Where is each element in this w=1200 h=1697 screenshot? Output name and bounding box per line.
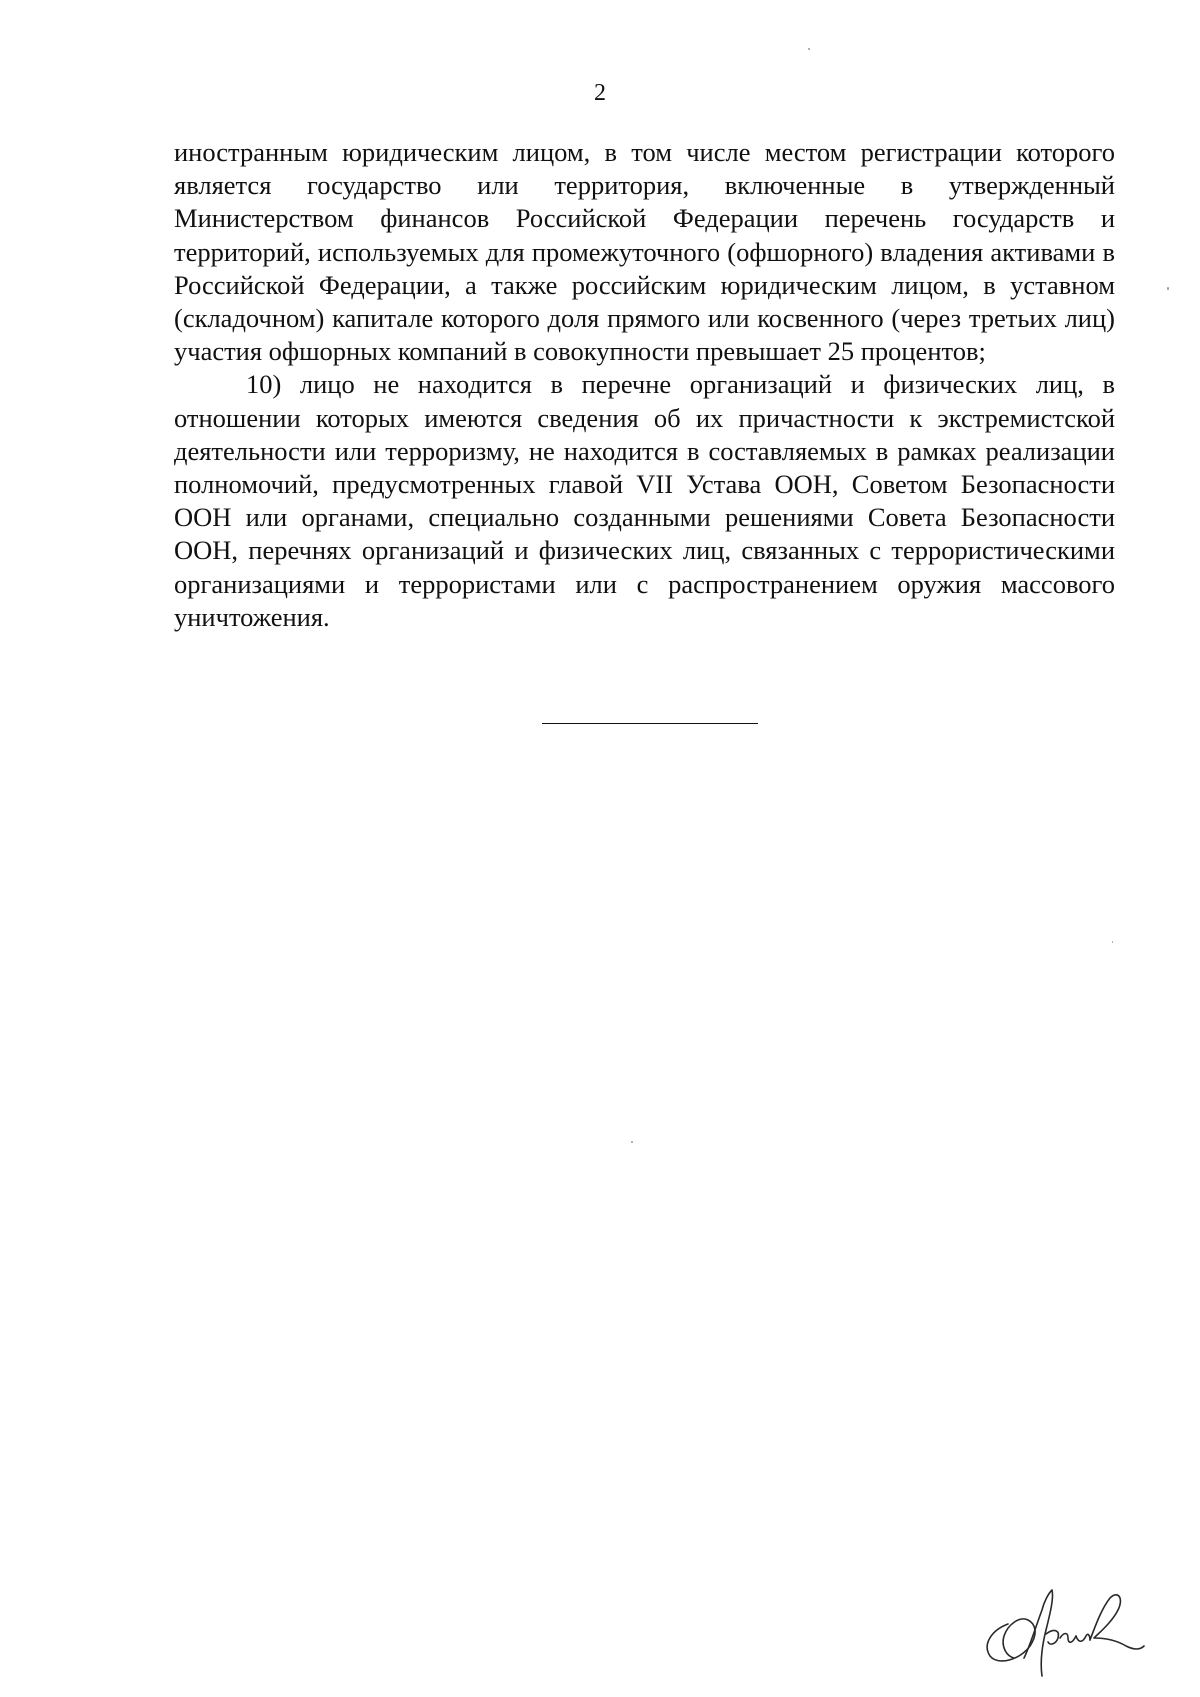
page-number: 2 <box>594 80 606 106</box>
scan-speck <box>631 1141 633 1143</box>
handwritten-signature <box>968 1580 1148 1680</box>
scan-speck <box>1167 287 1169 290</box>
paragraph-item-10: 10) лицо не находится в перечне организаций и физических лиц, в отношении которых имеются сведения об их причастности к экстремистской деятельности или терроризму, не находится в составляемых в рамках реализации полномочий, предусмотренных главой VII Устава ООН, Советом Безопасности ООН или органами, специально созданными решениями Совета Безопасности ООН, перечнях организаций и физических лиц, связанных с террористическими организациями и террористами или с распространением оружия массового уничтожения. <box>174 369 1115 632</box>
end-separator-line <box>542 723 758 724</box>
paragraph-offshore-condition: иностранным юридическим лицом, в том числе местом регистрации которого является государство или территория, включенные в утвержденный Министерством финансов Российской Федерации перечень государств и территорий, используемых для промежуточного (офшорного) владения активами в Российской Федерации, а также российским юридическим лицом, в уставном (складочном) капитале которого доля прямого или косвенного (через третьих лиц) участия офшорных компаний в совокупности превышает 25 процентов; <box>174 137 1115 367</box>
document-body <box>174 136 1115 634</box>
scan-speck <box>808 48 810 50</box>
scan-speck <box>1112 941 1113 943</box>
